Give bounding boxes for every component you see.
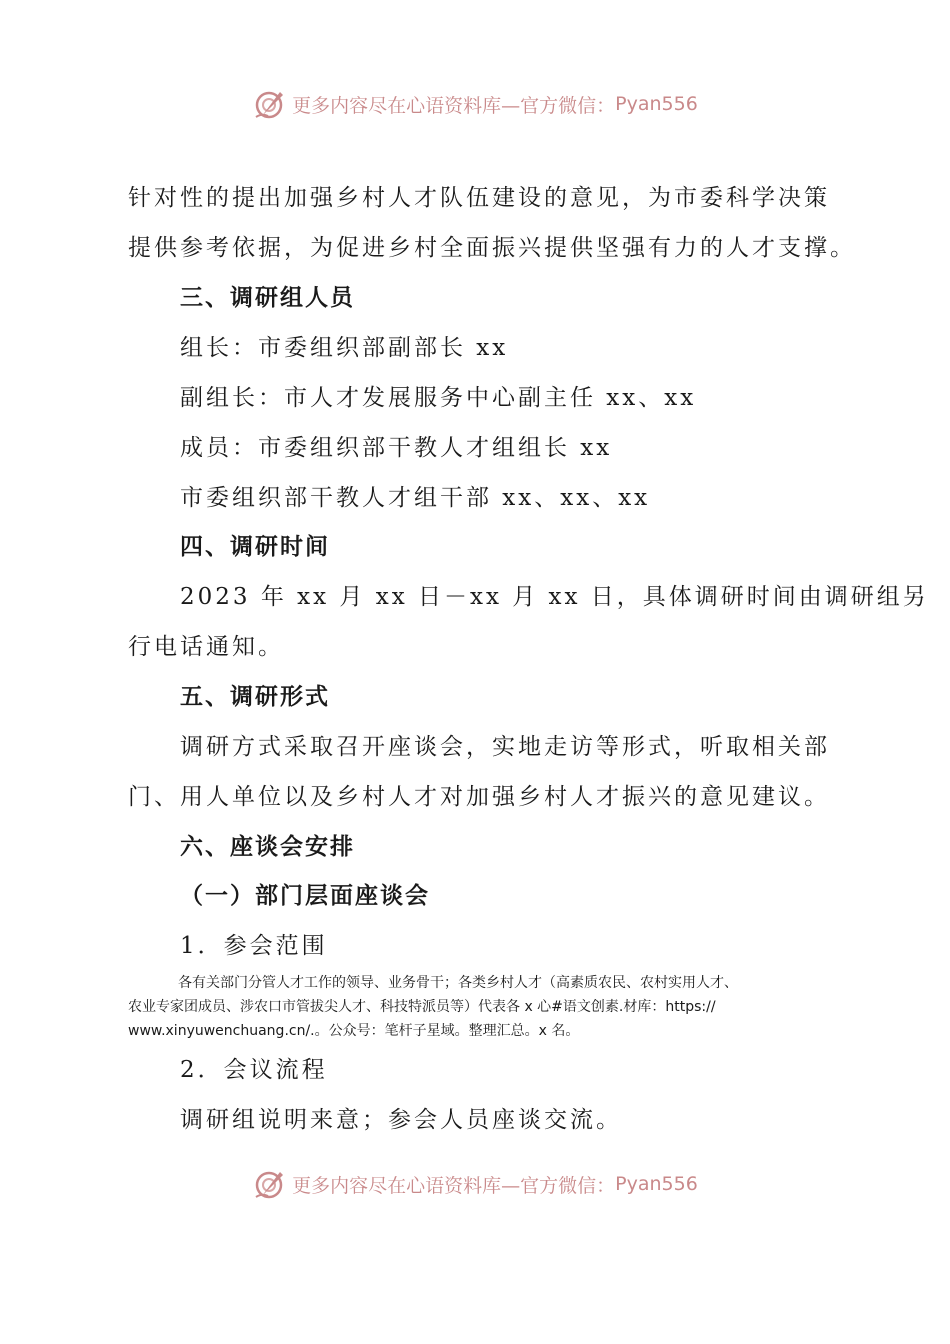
section-heading: 五、调研形式: [180, 683, 330, 710]
paragraph-line: 市委组织部干教人才组干部 xx、xx、xx: [180, 485, 651, 511]
small-text-line: 各有关部门分管人才工作的领导、业务骨干；各类乡村人才（高素质农民、农村实用人才、: [178, 975, 738, 991]
paragraph-line: 行电话通知。: [128, 634, 284, 660]
banner-text: 更多内容尽在心语资料库—官方微信：: [292, 1174, 616, 1197]
list-item-heading: 2．会议流程: [180, 1057, 328, 1083]
paragraph-line: 组长：市委组织部副部长 xx: [180, 335, 509, 361]
section-heading: 六、座谈会安排: [180, 833, 355, 860]
paragraph-line: 提供参考依据，为促进乡村全面振兴提供坚强有力的人才支撑。: [128, 235, 856, 261]
small-text-line: www.xinyuwenchuang.cn/.。公众号：笔杆子星域。整理汇总。x 名。: [128, 1023, 580, 1039]
small-text-line: 农业专家团成员、涉农口市管拔尖人才、科技特派员等）代表各 x 心#语文创素.材库：https://: [128, 999, 716, 1015]
header-banner: [0, 84, 950, 124]
paragraph-line: 副组长：市人才发展服务中心副主任 xx、xx: [180, 385, 697, 411]
footer-banner: [0, 1164, 950, 1204]
paragraph-line: 门、用人单位以及乡村人才对加强乡村人才振兴的意见建议。: [128, 784, 830, 810]
paragraph-line: 调研方式采取召开座谈会，实地走访等形式，听取相关部: [180, 734, 830, 760]
section-heading: 四、调研时间: [180, 533, 330, 560]
subsection-heading: （一）部门层面座谈会: [180, 882, 430, 909]
banner-wechat-id: Pyan556: [615, 93, 698, 115]
paragraph-line: 针对性的提出加强乡村人才队伍建设的意见，为市委科学决策: [128, 185, 830, 211]
banner-wechat-id: Pyan556: [615, 1173, 698, 1195]
paragraph-line: 成员：市委组织部干教人才组组长 xx: [180, 435, 613, 461]
quill-logo-icon: [252, 86, 288, 122]
section-heading: 三、调研组人员: [180, 284, 355, 311]
banner-text: 更多内容尽在心语资料库—官方微信：: [292, 94, 616, 117]
list-item-heading: 1．参会范围: [180, 933, 328, 959]
quill-logo-icon: [252, 1166, 288, 1202]
paragraph-line: 2023 年 xx 月 xx 日－xx 月 xx 日，具体调研时间由调研组另: [180, 584, 929, 610]
paragraph-line: 调研组说明来意；参会人员座谈交流。: [180, 1107, 622, 1133]
